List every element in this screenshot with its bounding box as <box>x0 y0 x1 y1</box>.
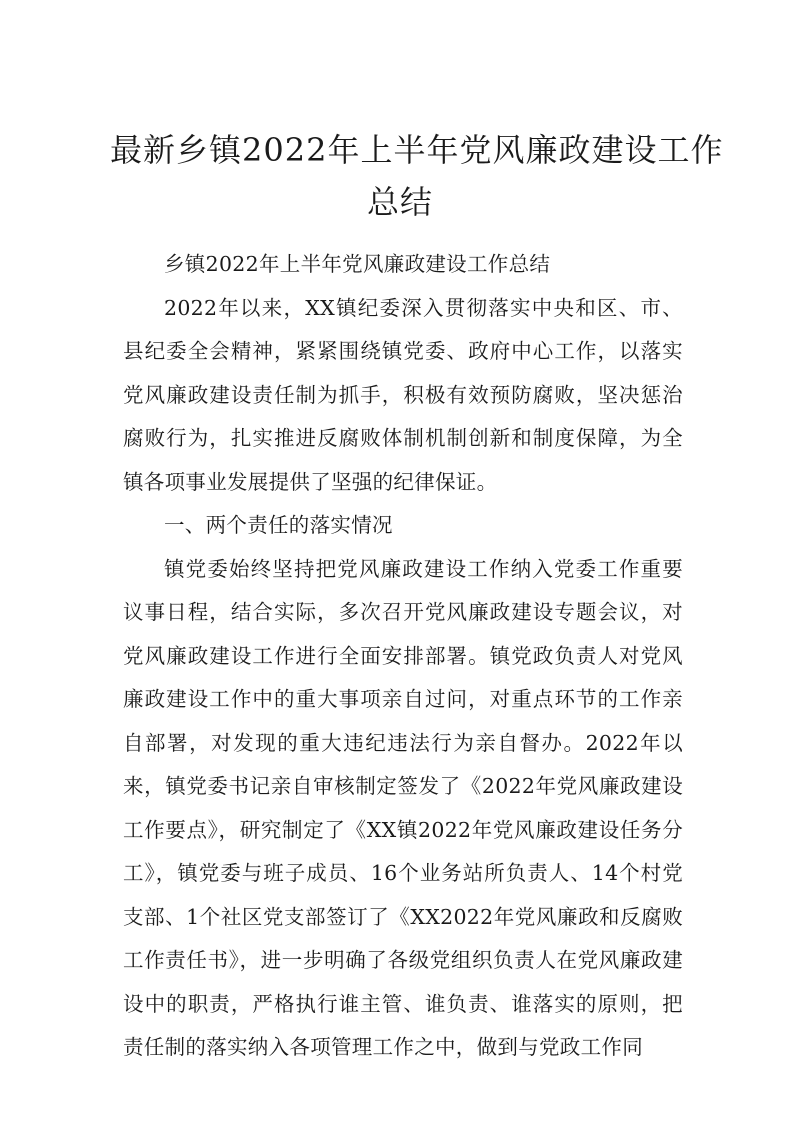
document-body <box>123 243 683 1070</box>
paragraph-responsibility: 镇党委始终坚持把党风廉政建设工作纳入党委工作重要议事日程，结合实际，多次召开党风廉政建设专题会议，对党风廉政建设工作进行全面安排部署。镇党政负责人对党风廉政建设工作中的重大事项亲自过问，对重点环节的工作亲自部署，对发现的重大违纪违法行为亲自督办。2022年以来，镇党委书记亲自审核制定签发了《2022年党风廉政建设工作要点》，研究制定了《XX镇2022年党风廉政建设任务分工》，镇党委与班子成员、16个业务站所负责人、14个村党支部、1个社区党支部签订了《XX2022年党风廉政和反腐败工作责任书》，进一步明确了各级党组织负责人在党风廉政建设中的职责，严格执行谁主管、谁负责、谁落实的原则，把责任制的落实纳入各项管理工作之中，做到与党政工作同 <box>123 556 683 1059</box>
paragraph-subtitle: 乡镇2022年上半年党风廉政建设工作总结 <box>164 252 551 276</box>
title-line-2: 总结 <box>366 183 433 221</box>
title-line-1: 最新乡镇2022年上半年党风廉政建设工作 <box>110 131 724 169</box>
document-title <box>110 124 724 228</box>
paragraph-intro: 2022年以来，XX镇纪委深入贯彻落实中央和区、市、县纪委全会精神，紧紧围绕镇党委、政府中心工作，以落实党风廉政建设责任制为抓手，积极有效预防腐败，坚决惩治腐败行为，扎实推进反腐败体制机制创新和制度保障，为全镇各项事业发展提供了坚强的纪律保证。 <box>123 295 683 494</box>
section-heading: 一、两个责任的落实情况 <box>164 513 393 537</box>
